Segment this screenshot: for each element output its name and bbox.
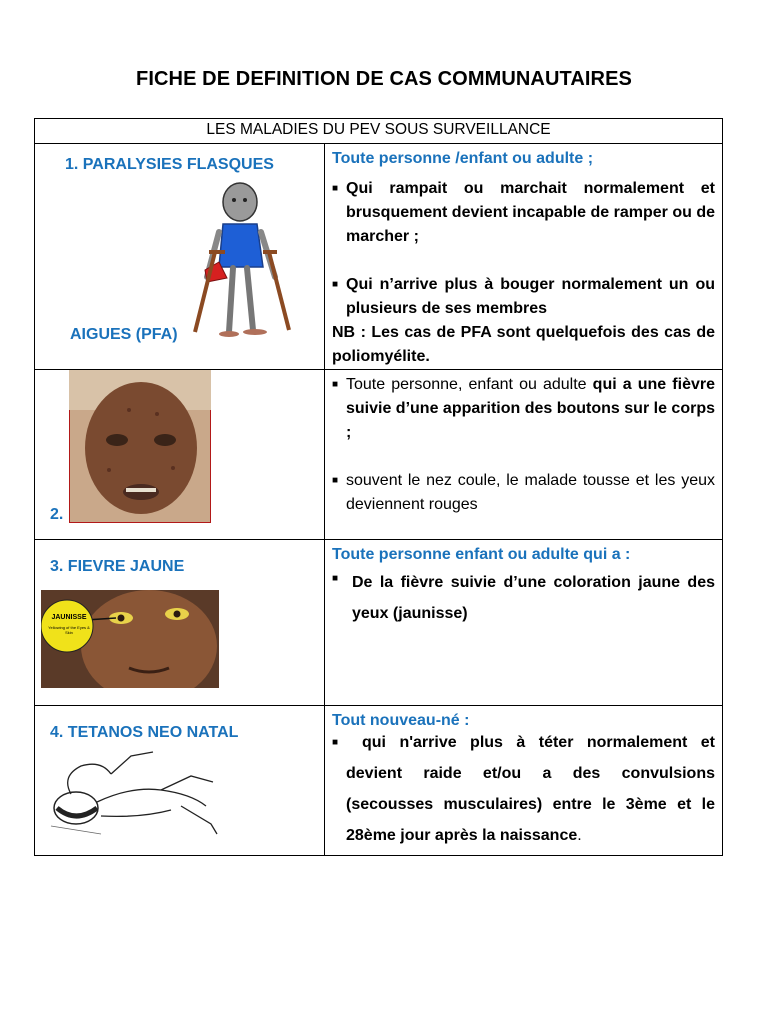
square-bullet-icon: ■ (332, 573, 339, 584)
disease-name-pfa: 1. PARALYSIES FLASQUES (65, 156, 274, 173)
list-item: ■ qui n'arrive plus à téter normalement et devient raide et/ou a des convulsions (secousses musculaires) entre le 3ème et le 28ème jour après la naissance. (332, 733, 715, 851)
list-item: ■ Qui rampait ou marchait normalement et brusquement devient incapable de ramper ou de marcher ; (332, 177, 715, 249)
square-bullet-icon: ■ (332, 737, 339, 748)
neonatal-tetanus-sketch (41, 746, 223, 846)
definition-lead: Toute personne enfant ou adulte qui a : (332, 546, 631, 563)
list-item: ■ De la fièvre suivie d’une coloration jaune des yeux (jaunisse) (332, 567, 715, 629)
disease-name-yellow-fever: 3. FIEVRE JAUNE (50, 558, 185, 575)
disease-name-tetanus: 4. TETANOS NEO NATAL (50, 724, 239, 741)
jaundice-eyes-photo (41, 590, 219, 688)
disease-cell-tetanus (35, 706, 325, 856)
definition-cell-tetanus (325, 706, 723, 856)
table-row (35, 540, 723, 706)
jaundice-badge-label: JAUNISSE (51, 614, 87, 621)
list-item: ■ Toute personne, enfant ou adulte qui a une fièvre suivie d’une apparition des boutons sur le corps ; (332, 373, 715, 445)
measles-child-photo (69, 370, 211, 523)
square-bullet-icon: ■ (332, 475, 339, 486)
definition-cell-measles (325, 370, 723, 540)
definition-lead: Toute personne /enfant ou adulte ; (332, 150, 594, 167)
table-row (35, 706, 723, 856)
disease-cell-pfa (35, 144, 325, 370)
polio-child-illustration (185, 182, 310, 342)
table-row (35, 144, 723, 370)
definition-cell-pfa (325, 144, 723, 370)
list-item: ■ Qui n’arrive plus à bouger normalement un ou plusieurs de ses membres (332, 273, 715, 321)
note-text: NB : Les cas de PFA sont quelquefois des cas de poliomyélite. (332, 324, 715, 365)
square-bullet-icon: ■ (332, 183, 339, 194)
document-title: FICHE DE DEFINITION DE CAS COMMUNAUTAIRES (136, 68, 632, 90)
definition-cell-yellow-fever (325, 540, 723, 706)
jaundice-badge-caption: Yellowing of the Eyes & Skin (48, 625, 90, 635)
list-item: ■ souvent le nez coule, le malade tousse et les yeux deviennent rouges (332, 469, 715, 517)
table-header-row (35, 119, 723, 144)
table-row (35, 370, 723, 540)
disease-table (34, 118, 723, 856)
disease-cell-measles (35, 370, 325, 540)
square-bullet-icon: ■ (332, 279, 339, 290)
definition-lead: Tout nouveau-né : (332, 712, 470, 729)
disease-name-pfa-cont: AIGUES (PFA) (70, 326, 178, 343)
square-bullet-icon: ■ (332, 379, 339, 390)
disease-cell-yellow-fever (35, 540, 325, 706)
disease-name-measles: 2. (50, 506, 64, 523)
table-header: LES MALADIES DU PEV SOUS SURVEILLANCE (35, 119, 723, 144)
